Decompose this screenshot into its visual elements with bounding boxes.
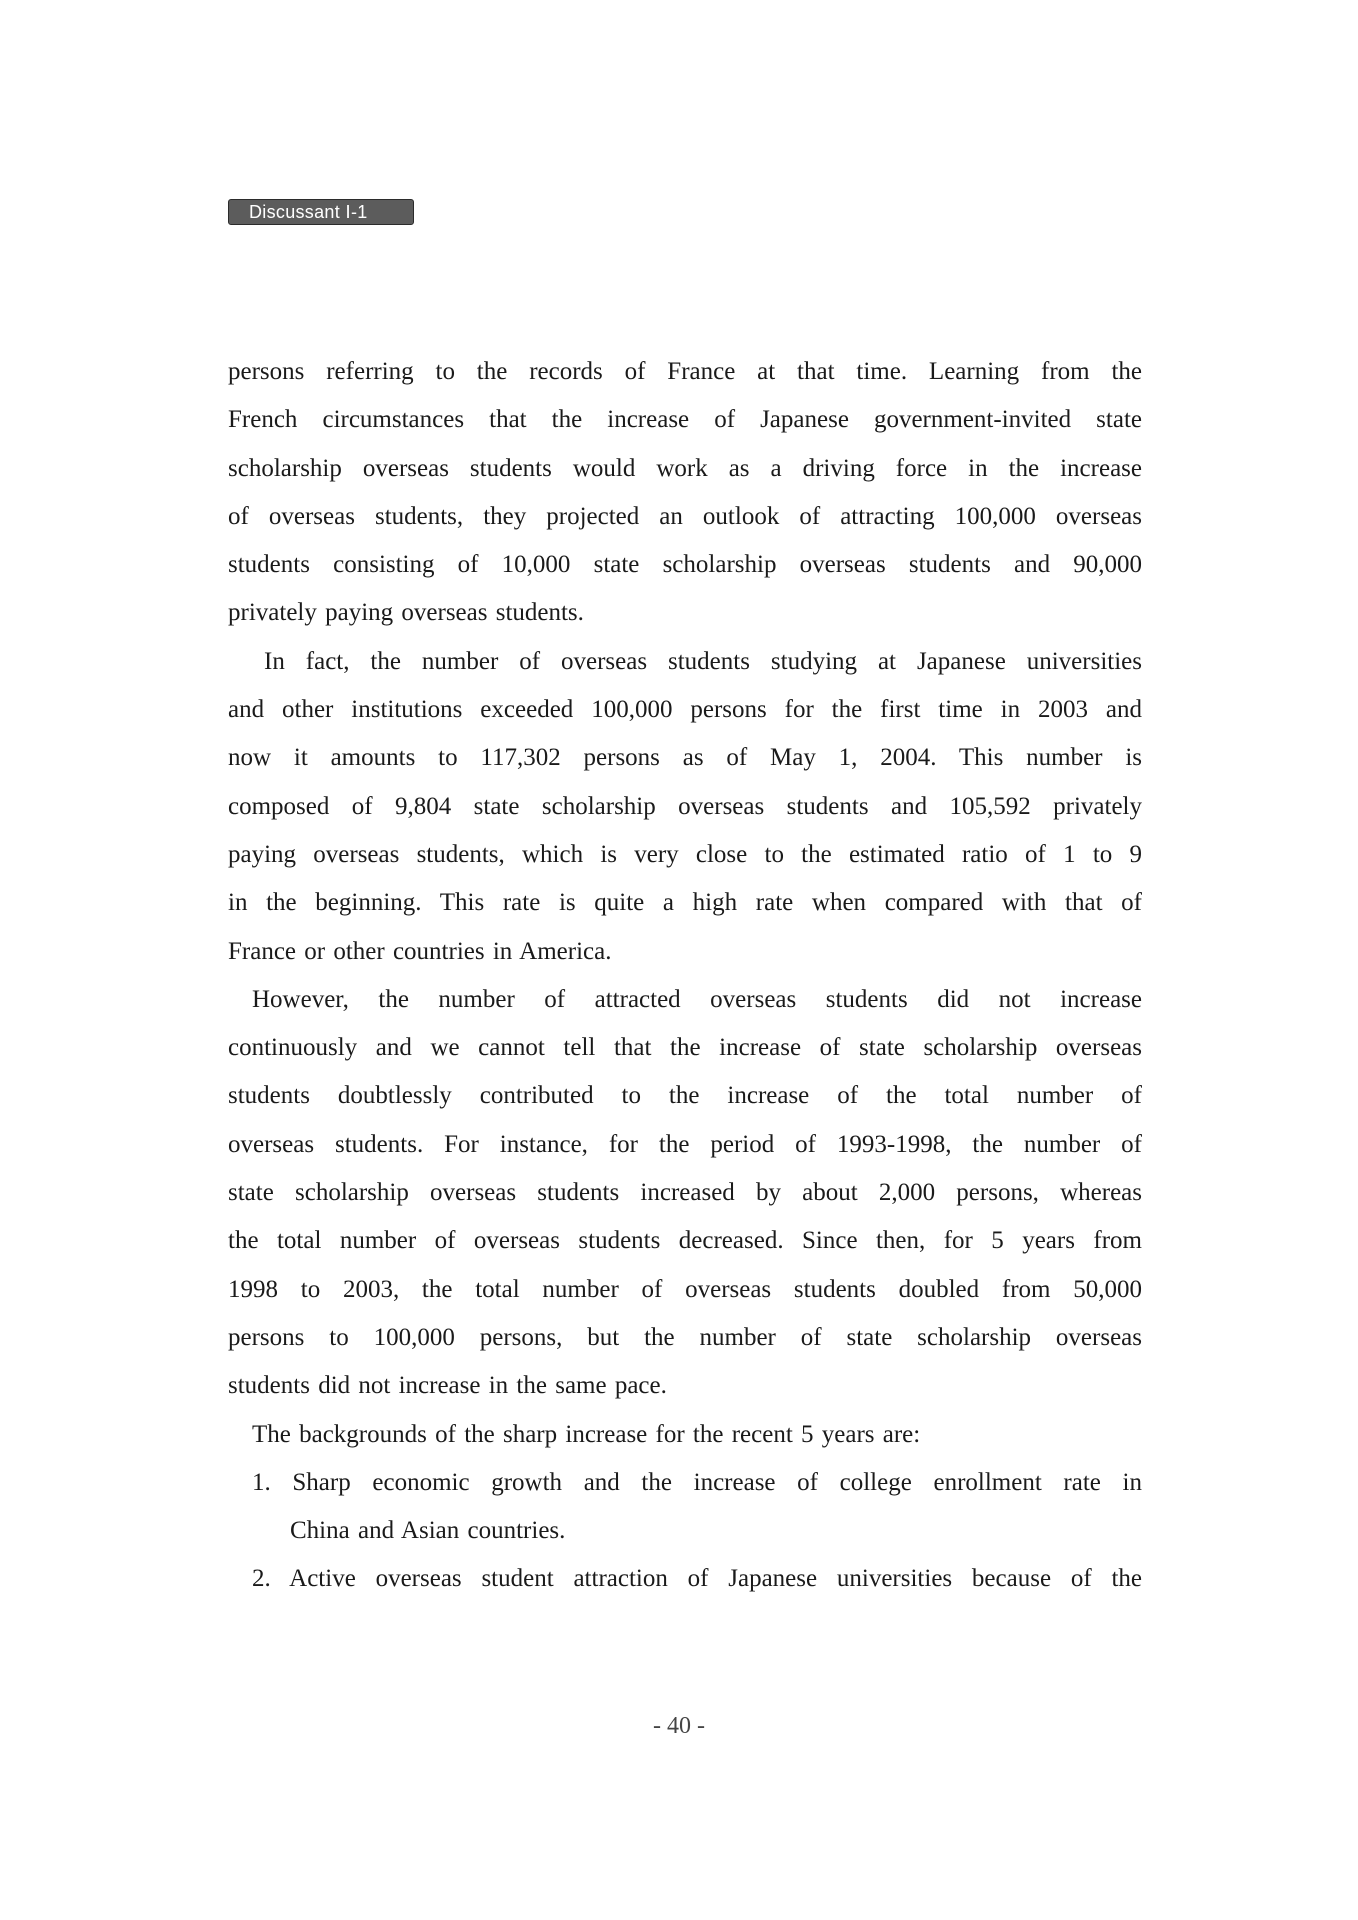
text-line: privately paying overseas students. [228,599,584,627]
text-line: paying overseas students, which is very close to the estimated ratio of 1 to 9 [228,840,1142,868]
text-line: persons to 100,000 persons, but the number of state scholarship overseas [228,1323,1142,1351]
text-line: overseas students. For instance, for the period of 1993-1998, the number of [228,1130,1142,1158]
text-line: composed of 9,804 state scholarship overseas students and 105,592 privately [228,792,1142,820]
text-line: continuously and we cannot tell that the increase of state scholarship overseas [228,1034,1142,1062]
text-line: scholarship overseas students would work as a driving force in the increase [228,454,1142,482]
text-line: state scholarship overseas students increased by about 2,000 persons, whereas [228,1179,1142,1207]
text-line: 1998 to 2003, the total number of overseas students doubled from 50,000 [228,1275,1142,1303]
text-line: French circumstances that the increase of Japanese government-invited state [228,406,1142,434]
text-line: the total number of overseas students decreased. Since then, for 5 years from [228,1227,1142,1255]
text-line: students did not increase in the same pace. [228,1372,667,1400]
text-line: and other institutions exceeded 100,000 persons for the first time in 2003 and [228,696,1142,724]
text-line: now it amounts to 117,302 persons as of May 1, 2004. This number is [228,744,1142,772]
body-text [228,348,1142,1604]
page-number: - 40 - [653,1713,705,1739]
text-line: The backgrounds of the sharp increase for the recent 5 years are: [252,1420,921,1448]
section-badge: Discussant Ⅰ-1 [228,199,414,225]
text-line: persons referring to the records of France at that time. Learning from the [228,358,1142,385]
text-line: students doubtlessly contributed to the increase of the total number of [228,1082,1142,1110]
list-item: 1. Sharp economic growth and the increase of college enrollment rate in [252,1468,1142,1496]
list-item-continuation: China and Asian countries. [290,1517,566,1545]
list-item: 2. Active overseas student attraction of Japanese universities because of the [252,1565,1142,1593]
text-line: France or other countries in America. [228,937,612,965]
text-line: in the beginning. This rate is quite a high rate when compared with that of [228,889,1142,917]
text-line: students consisting of 10,000 state scholarship overseas students and 90,000 [228,551,1142,579]
text-line: However, the number of attracted overseas students did not increase [252,985,1142,1013]
text-line: In fact, the number of overseas students studying at Japanese universities [264,647,1142,675]
text-line: of overseas students, they projected an outlook of attracting 100,000 overseas [228,502,1142,530]
